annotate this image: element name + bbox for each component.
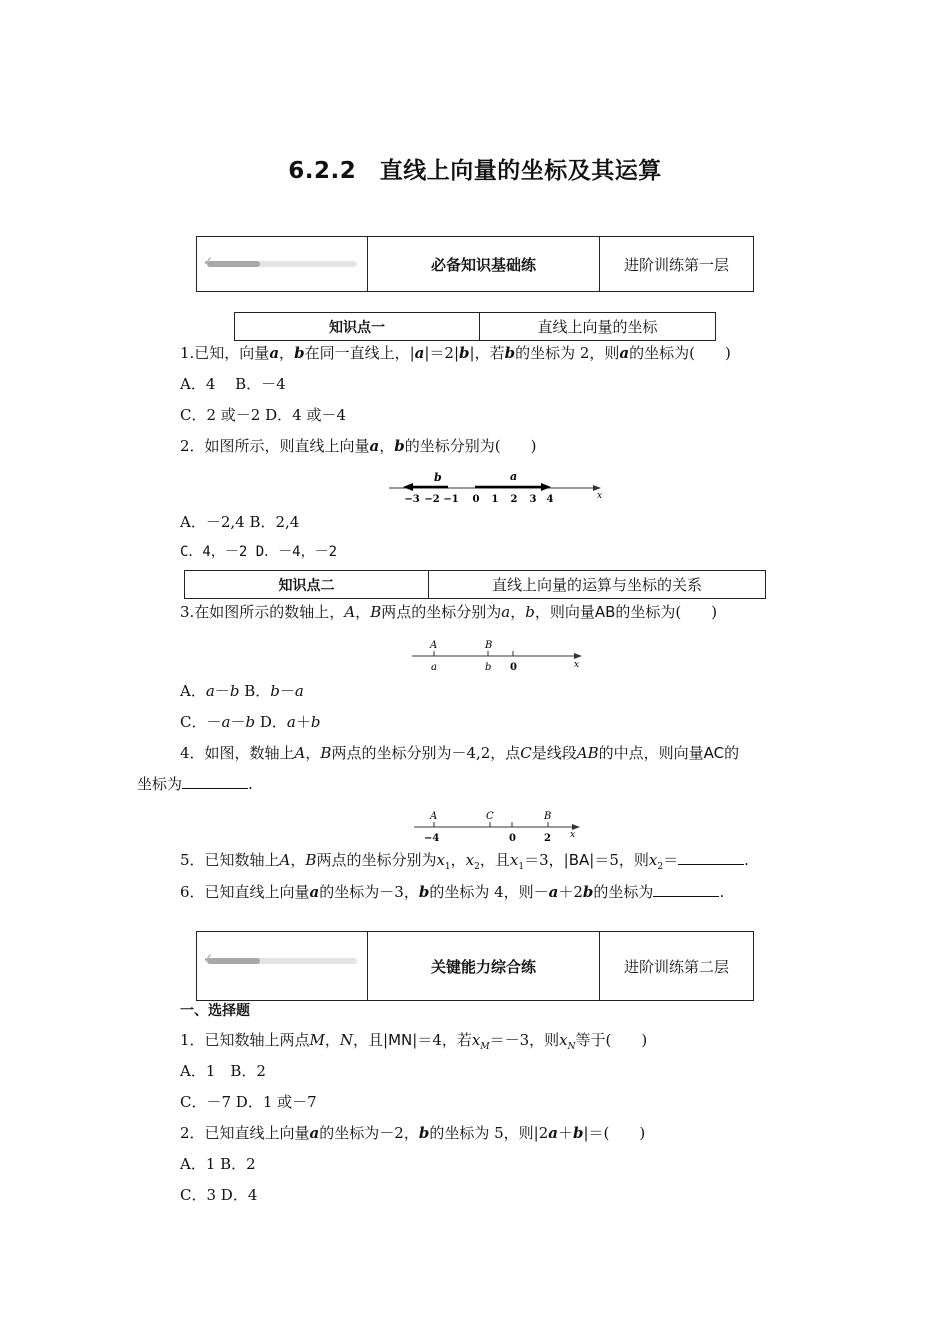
question-4-cont: 坐标为 .	[137, 775, 253, 793]
coord-label: 0	[509, 833, 516, 844]
c2-options-cd: C．3 D．4	[180, 1186, 258, 1204]
coord-label-zero: 0	[510, 662, 517, 673]
point-label-B: B	[544, 811, 552, 822]
axis-label-x: x	[570, 830, 576, 840]
progress-cell	[197, 237, 368, 291]
q3-number-line-figure	[408, 636, 588, 676]
question-5: 5．已知数轴上A，B两点的坐标分别为$x_1$，$x_2$，且$x_1=3$，|BA|＝5，则$x_2=$ .	[180, 851, 749, 872]
coord-label-a: a	[431, 662, 437, 673]
q1-options-ab: A．4 B．－4	[180, 375, 286, 393]
tick-label: 3	[529, 494, 537, 505]
question-6: 6．已知直线上向量a的坐标为－3，b的坐标为 4，则－a＋2b的坐标为 .	[180, 883, 725, 901]
tick-label: −3	[404, 494, 420, 505]
coord-label: 2	[544, 833, 551, 844]
section-name: 关键能力综合练	[368, 932, 600, 1000]
q2-options-cd: C．4，－2 D．－4，－2	[180, 544, 338, 560]
section-header-advanced	[196, 931, 754, 1001]
tick-label: 0	[472, 494, 480, 505]
knowledge-point-1	[234, 312, 716, 341]
vector-a-arrowhead	[541, 483, 551, 491]
section-level: 进阶训练第一层	[623, 255, 729, 274]
question-1: 1.已知，向量a，b在同一直线上，|a|＝2|b|，若b的坐标为 2，则a的坐标为( )	[180, 344, 731, 362]
q2-number-line-figure	[385, 468, 610, 506]
question-2: 2．如图所示，则直线上向量a，b的坐标分别为( )	[180, 437, 537, 455]
section-level: 进阶训练第二层	[623, 957, 729, 976]
point-label-A: A	[430, 640, 438, 651]
check-icon: ✓	[203, 254, 214, 268]
coord-label-b: b	[485, 662, 492, 673]
point-label-B: B	[485, 640, 493, 651]
choice-question-1: 1．已知数轴上两点M，N，且|MN|＝4，若$x_M=-3$，则$x_N$等于( )	[180, 1031, 648, 1052]
tick-label: −1	[443, 494, 459, 505]
progress-fill	[207, 958, 260, 964]
q4-number-line-figure	[410, 806, 590, 846]
q3-options-ab: A．a－b B．b－a	[180, 682, 304, 700]
axis-label-x: x	[597, 491, 603, 501]
part-heading: 一、选择题	[180, 1003, 250, 1019]
tick-label: −2	[424, 494, 440, 505]
progress-cell	[197, 932, 368, 1000]
axis-arrow	[574, 653, 582, 659]
progress-bar	[207, 261, 357, 267]
c1-options-cd: C．－7 D．1 或－7	[180, 1093, 317, 1111]
answer-blank[interactable]	[678, 851, 744, 865]
question-3: 3.在如图所示的数轴上，A，B两点的坐标分别为a，b，则向量AB的坐标为( )	[180, 603, 718, 621]
question-4: 4．如图，数轴上A，B两点的坐标分别为－4,2，点C是线段AB的中点，则向量AC的	[180, 744, 740, 762]
answer-blank[interactable]	[653, 883, 719, 897]
coord-label: −4	[424, 833, 440, 844]
choice-question-2: 2．已知直线上向量a的坐标为－2，b的坐标为 5，则|2a＋b|＝( )	[180, 1124, 646, 1142]
tick-label: 1	[491, 494, 499, 505]
kp-topic: 直线上向量的运算与坐标的关系	[491, 576, 702, 594]
section-header-basic	[196, 236, 754, 292]
kp-label: 知识点一	[235, 313, 480, 340]
tick-label: 4	[546, 494, 554, 505]
q1-options-cd: C．2 或－2 D．4 或－4	[180, 406, 346, 424]
tick-label: 2	[510, 494, 518, 505]
page-title: 6.2.2 直线上向量的坐标及其运算	[288, 158, 662, 184]
q3-options-cd: C．－a－b D．a＋b	[180, 713, 321, 731]
label-b: b	[434, 471, 442, 484]
c1-options-ab: A．1 B．2	[180, 1062, 266, 1080]
knowledge-point-2	[184, 570, 766, 599]
progress-fill	[207, 261, 260, 267]
kp-topic: 直线上向量的坐标	[537, 318, 658, 336]
section-name: 必备知识基础练	[368, 237, 600, 291]
point-label-C: C	[486, 811, 494, 822]
q2-options-ab: A．－2,4 B．2,4	[180, 513, 300, 531]
vector-b-arrowhead	[403, 483, 413, 491]
answer-blank[interactable]	[182, 775, 248, 789]
check-icon: ✓	[203, 951, 214, 965]
kp-label: 知识点二	[185, 571, 429, 598]
progress-bar	[207, 958, 357, 964]
point-label-A: A	[430, 811, 438, 822]
label-a: a	[510, 470, 518, 483]
c2-options-ab: A．1 B．2	[180, 1155, 256, 1173]
axis-label-x: x	[574, 660, 580, 670]
